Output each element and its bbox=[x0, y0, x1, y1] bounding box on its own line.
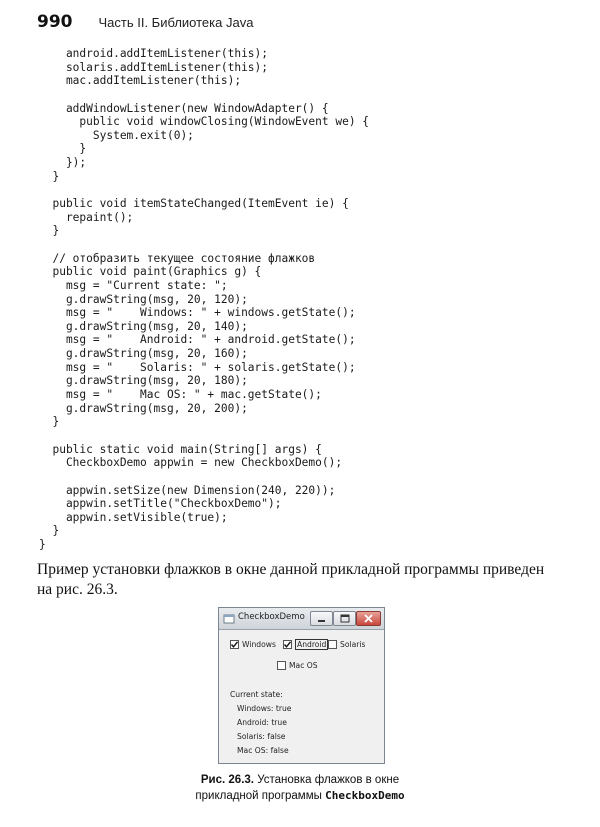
checkbox-mac[interactable] bbox=[277, 661, 318, 670]
code-line: } bbox=[39, 142, 87, 156]
paragraph-line-1: Пример установки флажков в окне данной прикладной программы приведен bbox=[37, 561, 545, 578]
code-line: g.drawString(msg, 20, 200); bbox=[39, 401, 248, 415]
close-icon bbox=[357, 612, 380, 625]
window-title: CheckboxDemo bbox=[238, 612, 305, 622]
minimize-icon bbox=[311, 612, 332, 625]
code-line: } bbox=[39, 524, 60, 538]
code-line: } bbox=[39, 415, 60, 429]
caption-line-1 bbox=[0, 772, 600, 788]
code-line: g.drawString(msg, 20, 120); bbox=[39, 292, 248, 306]
page-number: 990 bbox=[37, 12, 73, 32]
checkbox-android-label: Android bbox=[297, 640, 327, 649]
code-line: appwin.setTitle("CheckboxDemo"); bbox=[39, 497, 282, 511]
checkbox-solaris-box[interactable] bbox=[328, 640, 337, 649]
running-head: Часть II. Библиотека Java bbox=[98, 15, 254, 30]
code-line: } bbox=[39, 538, 46, 552]
code-line: public void paint(Graphics g) { bbox=[39, 265, 262, 279]
code-line: msg = " Mac OS: " + mac.getState(); bbox=[39, 388, 322, 402]
checkbox-android[interactable] bbox=[283, 639, 328, 650]
caption-label: Рис. 26.3. bbox=[200, 774, 254, 786]
code-line: appwin.setSize(new Dimension(240, 220)); bbox=[39, 483, 336, 497]
status-heading: Current state: bbox=[230, 690, 283, 699]
close-button[interactable] bbox=[356, 611, 381, 626]
checkbox-mac-label: Mac OS bbox=[289, 661, 318, 670]
code-line: msg = " Solaris: " + solaris.getState(); bbox=[39, 360, 356, 374]
code-line: msg = " Android: " + android.getState(); bbox=[39, 333, 356, 347]
code-line: g.drawString(msg, 20, 160); bbox=[39, 347, 248, 361]
page-header bbox=[37, 12, 253, 32]
maximize-button[interactable] bbox=[333, 611, 356, 626]
checkbox-windows[interactable] bbox=[230, 640, 276, 649]
minimize-button[interactable] bbox=[310, 611, 333, 626]
caption-text-1: Установка флажков в окне bbox=[257, 774, 400, 786]
code-line: g.drawString(msg, 20, 180); bbox=[39, 374, 248, 388]
maximize-icon bbox=[334, 612, 355, 625]
checkbox-solaris[interactable] bbox=[328, 640, 365, 649]
checkbox-windows-box[interactable] bbox=[230, 640, 239, 649]
code-line: public static void main(String[] args) { bbox=[39, 442, 322, 456]
code-line: public void itemStateChanged(ItemEvent ie) { bbox=[39, 197, 349, 211]
code-line bbox=[39, 88, 369, 102]
figure-caption bbox=[0, 772, 600, 804]
code-line: g.drawString(msg, 20, 140); bbox=[39, 319, 248, 333]
code-line bbox=[39, 470, 369, 484]
code-listing bbox=[39, 47, 369, 552]
code-line: }); bbox=[39, 156, 87, 170]
checkbox-android-box[interactable] bbox=[283, 640, 292, 649]
code-line: repaint(); bbox=[39, 210, 134, 224]
checkmark-icon bbox=[283, 640, 292, 649]
caption-text-2: прикладной программы bbox=[195, 790, 322, 802]
checkmark-icon bbox=[230, 640, 239, 649]
code-line: } bbox=[39, 224, 60, 238]
checkbox-windows-label: Windows bbox=[242, 640, 276, 649]
body-paragraph bbox=[37, 560, 567, 600]
status-windows: Windows: true bbox=[237, 704, 292, 713]
code-line: appwin.setVisible(true); bbox=[39, 510, 228, 524]
window-titlebar[interactable] bbox=[219, 608, 384, 630]
code-line: solaris.addItemListener(this); bbox=[39, 60, 269, 74]
code-line: } bbox=[39, 169, 60, 183]
code-line: mac.addItemListener(this); bbox=[39, 74, 242, 88]
checkbox-demo-window bbox=[218, 607, 385, 764]
code-line: msg = " Windows: " + windows.getState(); bbox=[39, 306, 356, 320]
code-line bbox=[39, 429, 369, 443]
paragraph-line-2: на рис. 26.3. bbox=[37, 581, 118, 598]
code-line: addWindowListener(new WindowAdapter() { bbox=[39, 101, 329, 115]
caption-program-name: CheckboxDemo bbox=[325, 789, 405, 802]
checkbox-solaris-label: Solaris bbox=[340, 640, 366, 649]
code-line: CheckboxDemo appwin = new CheckboxDemo(); bbox=[39, 456, 343, 470]
java-app-icon bbox=[223, 612, 235, 624]
code-line: android.addItemListener(this); bbox=[39, 47, 269, 60]
caption-line-2 bbox=[0, 788, 600, 804]
status-mac: Mac OS: false bbox=[237, 746, 289, 755]
code-line: // отобразить текущее состояние флажков bbox=[39, 251, 316, 265]
status-android: Android: true bbox=[237, 718, 287, 727]
code-line: msg = "Current state: "; bbox=[39, 278, 228, 292]
status-solaris: Solaris: false bbox=[237, 732, 286, 741]
code-line bbox=[39, 183, 369, 197]
window-client-area bbox=[219, 630, 384, 763]
code-line: System.exit(0); bbox=[39, 128, 194, 142]
checkbox-mac-box[interactable] bbox=[277, 661, 286, 670]
code-line bbox=[39, 238, 369, 252]
code-line: public void windowClosing(WindowEvent we) { bbox=[39, 115, 370, 129]
